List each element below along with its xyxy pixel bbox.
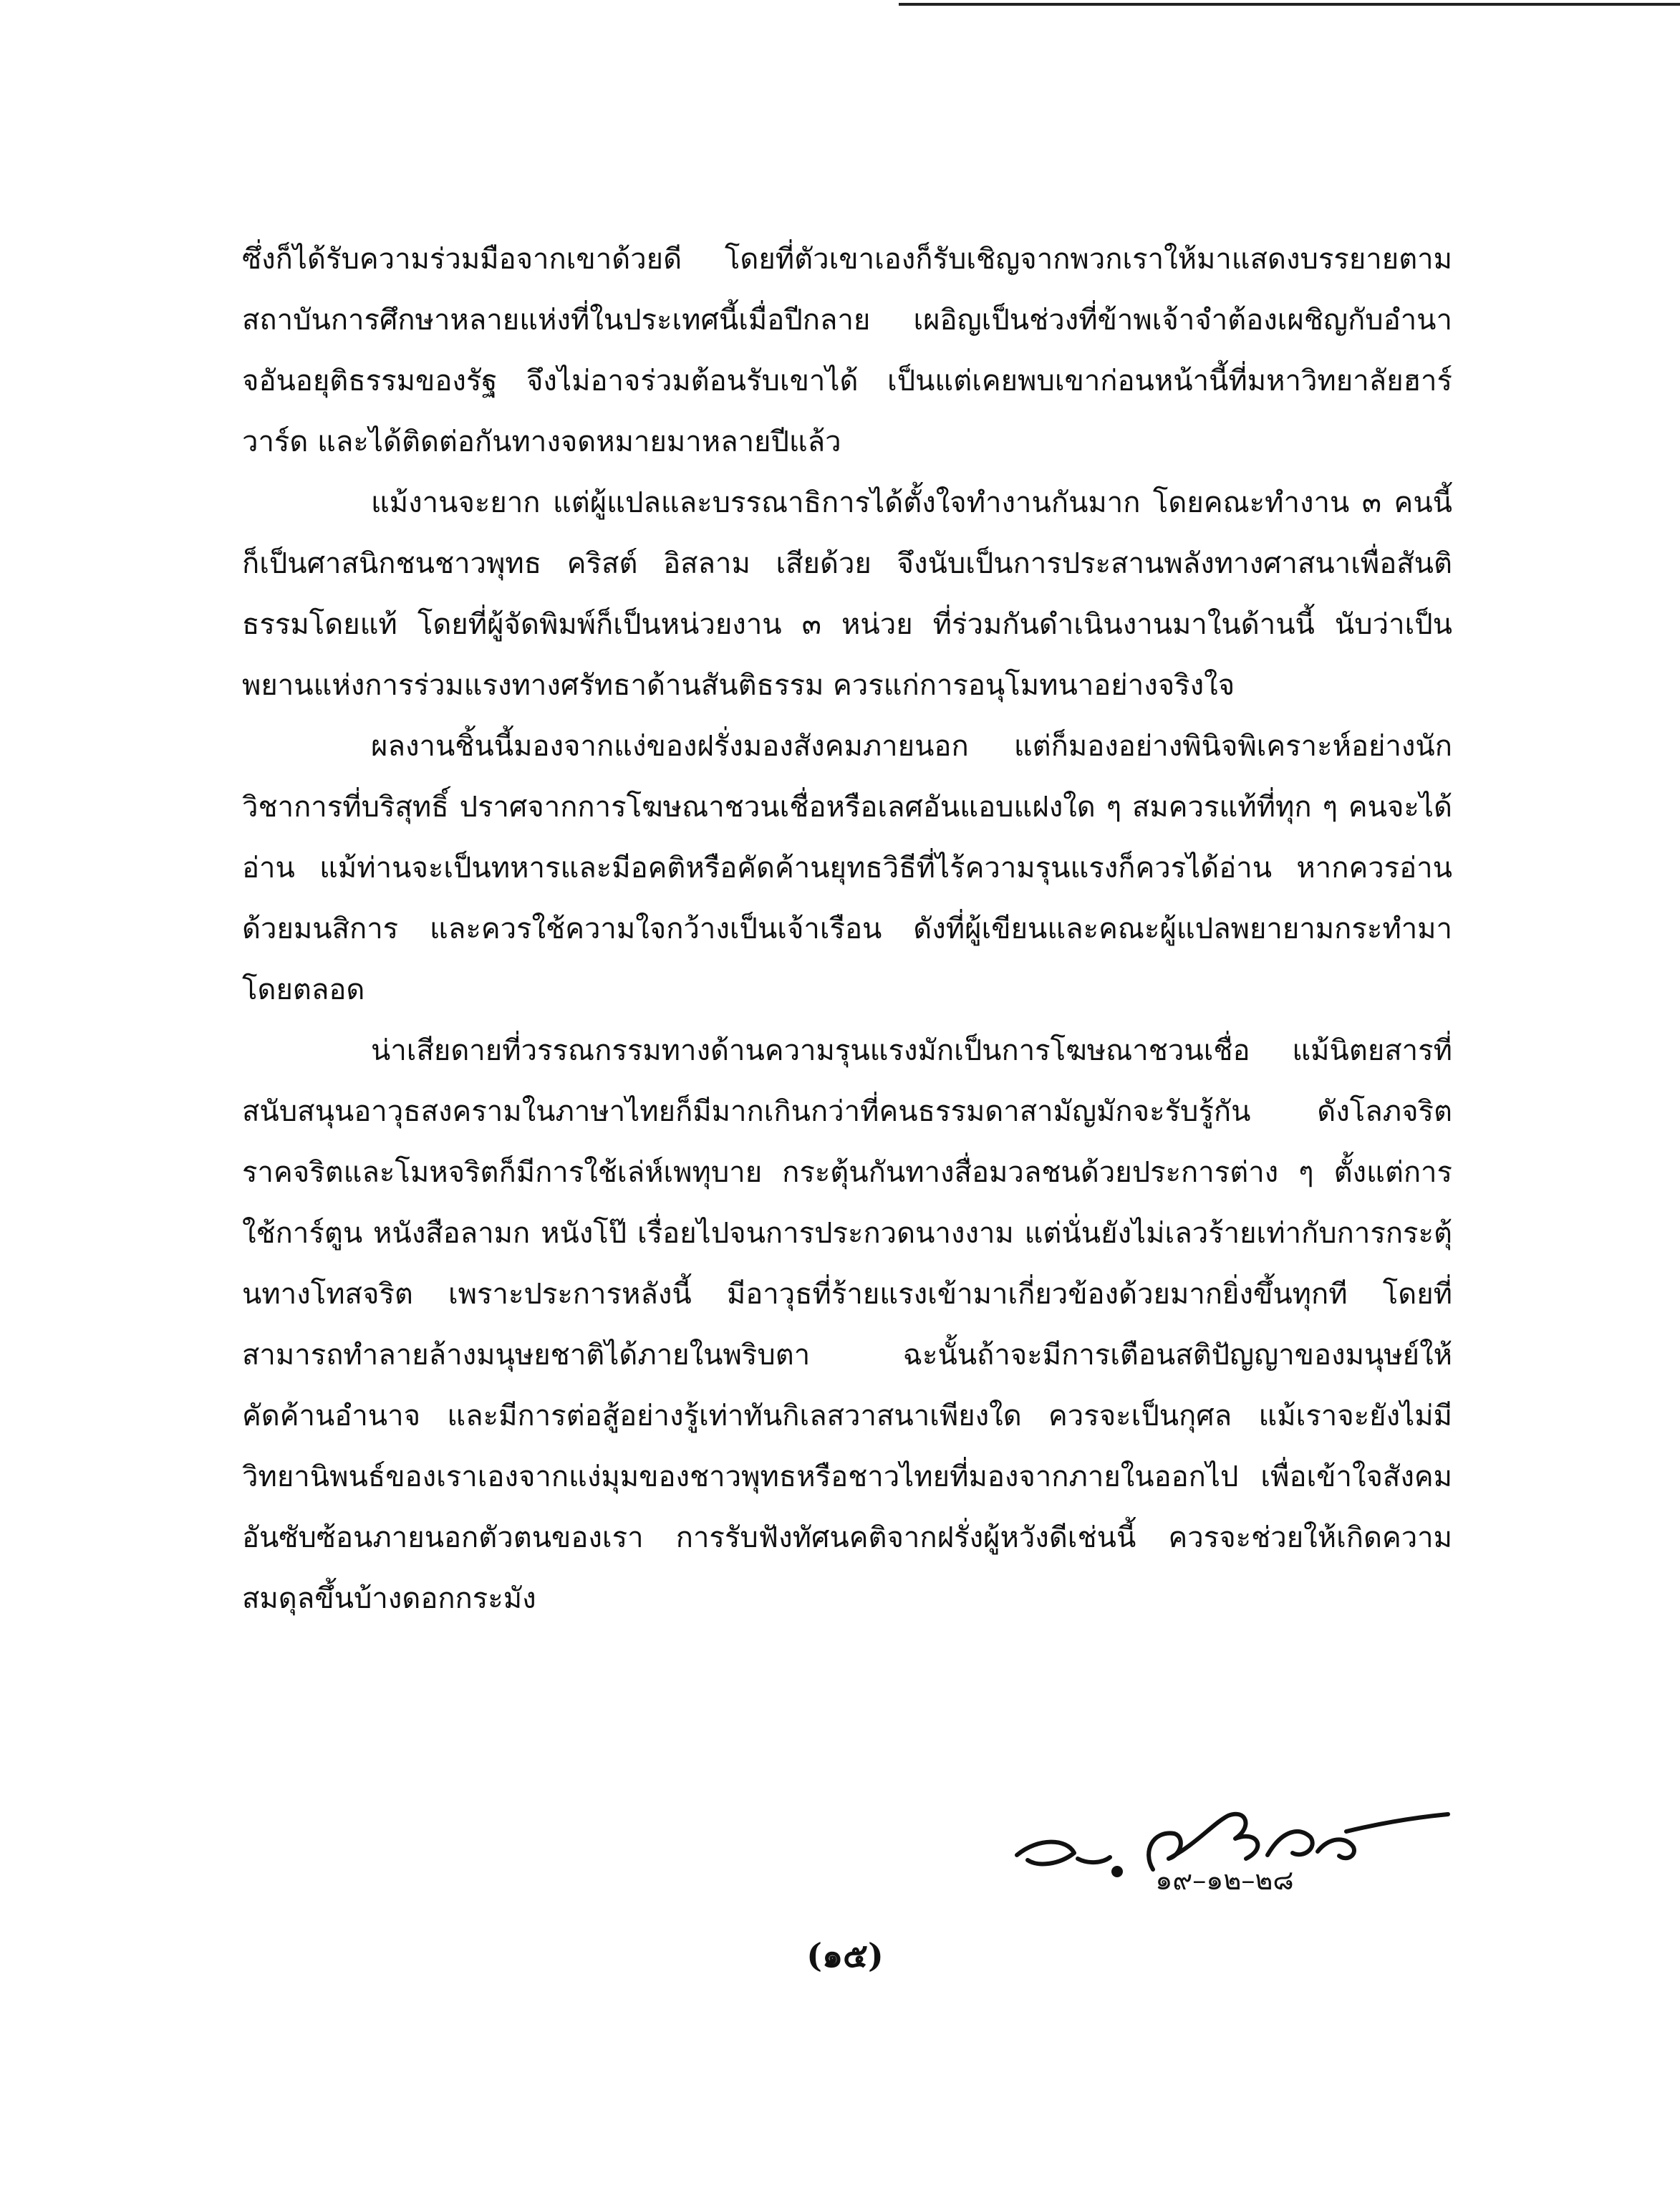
document-body	[242, 229, 1452, 1629]
top-rule	[899, 3, 1680, 6]
paragraph-1: ซึ่งก็ได้รับความร่วมมือจากเขาด้วยดี โดยที่ตัวเขาเองก็รับเชิญจากพวกเราให้มาแสดงบรรยายตามสถาบันการศึกษาหลายแห่งที่ในประเทศนี้เมื่อปีกลาย เผอิญเป็นช่วงที่ข้าพเจ้าจำต้องเผชิญกับอำนาจอันอยุติธรรมของรัฐ จึงไม่อาจร่วมต้อนรับเขาได้ เป็นแต่เคยพบเขาก่อนหน้านี้ที่มหาวิทยาลัยฮาร์วาร์ด และได้ติดต่อกันทางจดหมายมาหลายปีแล้ว	[242, 243, 1452, 458]
paragraph-4: น่าเสียดายที่วรรณกรรมทางด้านความรุนแรงมักเป็นการโฆษณาชวนเชื่อ แม้นิตยสารที่สนับสนุนอาวุธสงครามในภาษาไทยก็มีมากเกินกว่าที่คนธรรมดาสามัญมักจะรับรู้กัน ดังโลภจริต ราคจริตและโมหจริตก็มีการใช้เล่ห์เพทุบาย กระตุ้นกันทางสื่อมวลชนด้วยประการต่าง ๆ ตั้งแต่การใช้การ์ตูน หนังสือลามก หนังโป๊ เรื่อยไปจนการประกวดนางงาม แต่นั่นยังไม่เลวร้ายเท่ากับการกระตุ้นทางโทสจริต เพราะประการหลังนี้ มีอาวุธที่ร้ายแรงเข้ามาเกี่ยวข้องด้วยมากยิ่งขึ้นทุกที โดยที่สามารถทำลายล้างมนุษยชาติได้ภายในพริบตา ฉะนั้นถ้าจะมีการเตือนสติปัญญาของมนุษย์ให้คัดค้านอำนาจ และมีการต่อสู้อย่างรู้เท่าทันกิเลสวาสนาเพียงใด ควรจะเป็นกุศล แม้เราจะยังไม่มีวิทยานิพนธ์ของเราเองจากแง่มุมของชาวพุทธหรือชาวไทยที่มองจากภายในออกไป เพื่อเข้าใจสังคมอันซับซ้อนภายนอกตัวตนของเรา การรับฟังทัศนคติจากฝรั่งผู้หวังดีเช่นนี้ ควรจะช่วยให้เกิดความสมดุลขึ้นบ้างดอกกระมัง	[242, 1034, 1452, 1615]
page-number: (๑๕)	[806, 1936, 884, 1975]
paragraph-3: ผลงานชิ้นนี้มองจากแง่ของฝรั่งมองสังคมภายนอก แต่ก็มองอย่างพินิจพิเคราะห์อย่างนักวิชาการที่บริสุทธิ์ ปราศจากการโฆษณาชวนเชื่อหรือเลศอันแอบแฝงใด ๆ สมควรแท้ที่ทุก ๆ คนจะได้อ่าน แม้ท่านจะเป็นทหารและมีอคติหรือคัดค้านยุทธวิธีที่ไร้ความรุนแรงก็ควรได้อ่าน หากควรอ่านด้วยมนสิการ และควรใช้ความใจกว้างเป็นเจ้าเรือน ดังที่ผู้เขียนและคณะผู้แปลพยายามกระทำมาโดยตลอด	[242, 730, 1452, 1006]
signature-date: ๑๙–๑๒–๒๘	[1155, 1864, 1294, 1896]
paragraph-2: แม้งานจะยาก แต่ผู้แปลและบรรณาธิการได้ตั้งใจทำงานกันมาก โดยคณะทำงาน ๓ คนนี้ ก็เป็นศาสนิกชนชาวพุทธ คริสต์ อิสลาม เสียด้วย จึงนับเป็นการประสานพลังทางศาสนาเพื่อสันติธรรมโดยแท้ โดยที่ผู้จัดพิมพ์ก็เป็นหน่วยงาน ๓ หน่วย ที่ร่วมกันดำเนินงานมาในด้านนี้ นับว่าเป็นพยานแห่งการร่วมแรงทางศรัทธาด้านสันติธรรม ควรแก่การอนุโมทนาอย่างจริงใจ	[242, 486, 1452, 702]
